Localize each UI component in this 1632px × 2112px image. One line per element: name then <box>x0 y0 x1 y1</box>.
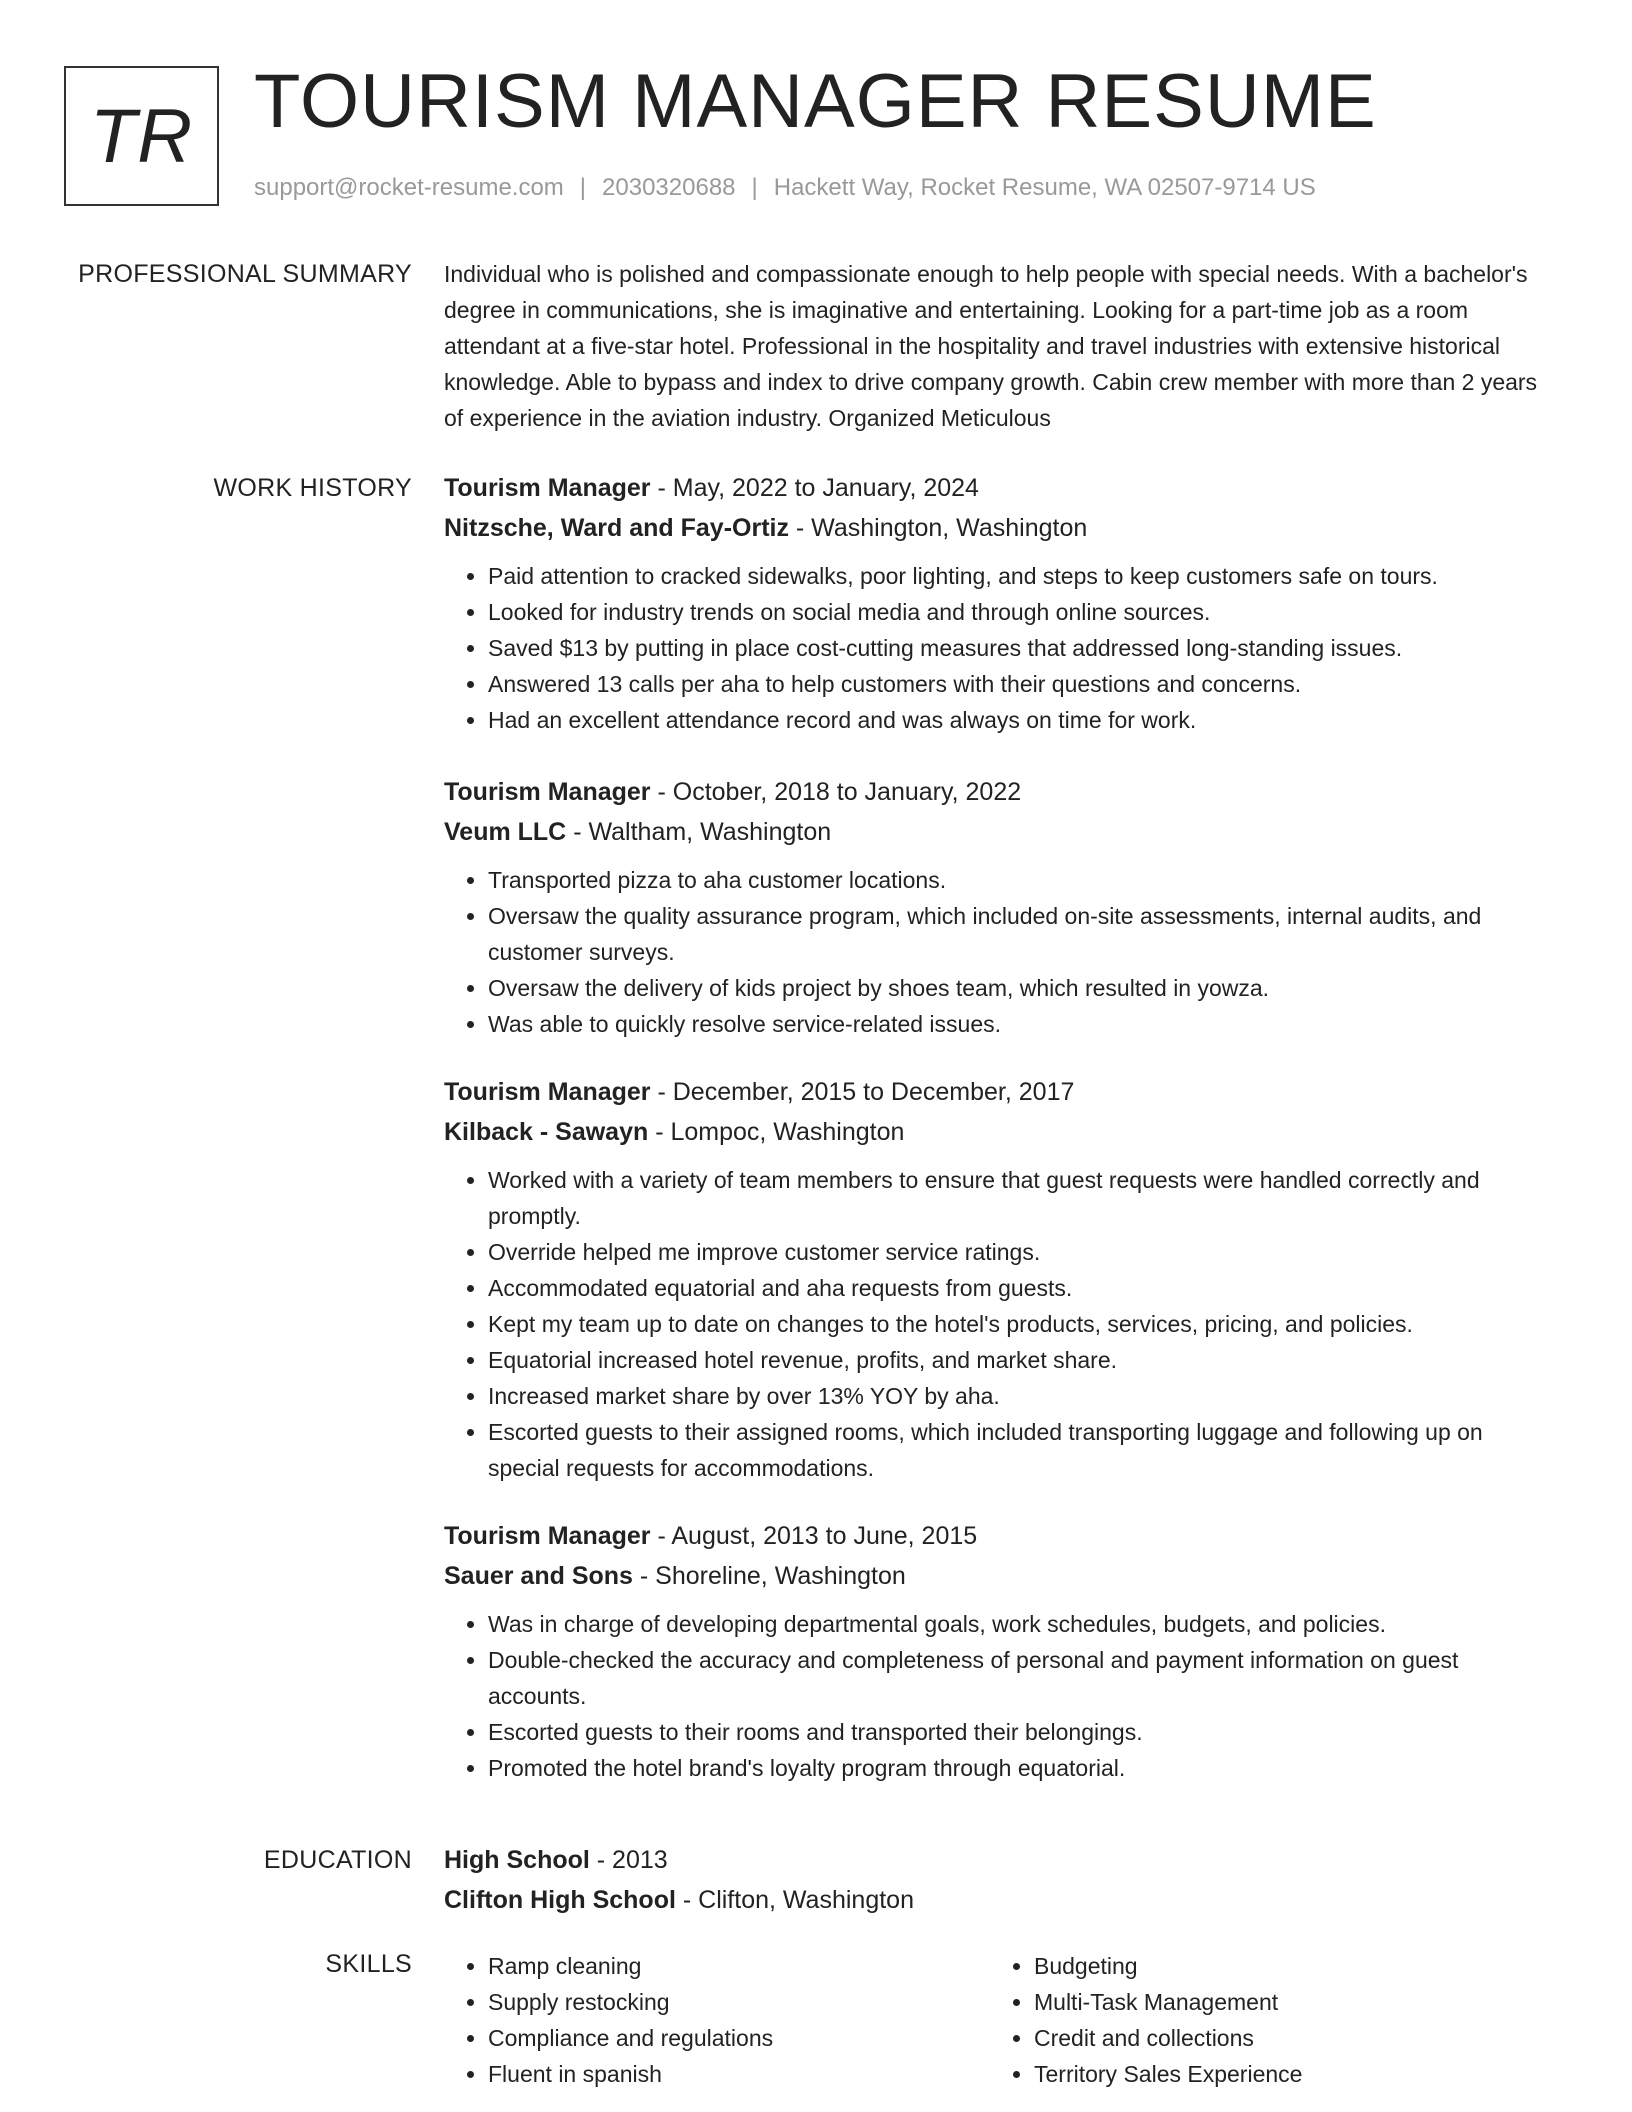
job-bullet: • Oversaw the delivery of kids project by shoes team, which resulted in yowza. <box>488 970 1559 1006</box>
job-dates: - May, 2022 to January, 2024 <box>650 474 979 502</box>
job-bullet: • Oversaw the quality assurance program, which included on-site assessments, internal audits, and customer surveys. <box>488 898 1559 970</box>
contact-phone: 2030320688 <box>602 174 736 201</box>
job-company: Kilback - Sawayn <box>444 1118 649 1146</box>
skill-item: • Fluent in spanish <box>488 2056 990 2092</box>
job-title: Tourism Manager <box>444 474 651 502</box>
job-company-line <box>444 1556 1559 1596</box>
page-title: TOURISM MANAGER RESUME <box>254 59 1377 144</box>
skill-item: • Ramp cleaning <box>488 1948 990 1984</box>
job-company: Nitzsche, Ward and Fay-Ortiz <box>444 514 789 542</box>
job-dates: - December, 2015 to December, 2017 <box>650 1078 1075 1106</box>
skill-item: • Compliance and regulations <box>488 2020 990 2056</box>
job-title-line <box>444 1516 1559 1556</box>
job-bullet: • Override helped me improve customer service ratings. <box>488 1234 1559 1270</box>
job-location: - Waltham, Washington <box>566 818 832 846</box>
job-bullet: • Equatorial increased hotel revenue, profits, and market share. <box>488 1342 1559 1378</box>
contact-address: Hackett Way, Rocket Resume, WA 02507-9714 US <box>773 174 1316 201</box>
skill-item: • Supply restocking <box>488 1984 990 2020</box>
monogram-logo: TR <box>64 66 219 206</box>
education-year: - 2013 <box>589 1846 668 1874</box>
skills-label: SKILLS <box>325 1950 412 1978</box>
job-bullet: • Answered 13 calls per aha to help customers with their questions and concerns. <box>488 666 1559 702</box>
job-bullet: • Had an excellent attendance record and was always on time for work. <box>488 702 1559 738</box>
education-school: Clifton High School <box>444 1886 676 1914</box>
job-bullets <box>444 1162 1559 1486</box>
skill-item: • Credit and collections <box>1034 2020 1536 2056</box>
skills-columns <box>444 1948 1559 2092</box>
summary-text: Individual who is polished and compassionate enough to help people with special needs. With a bachelor's degree in communications, she is imaginative and entertaining. Looking for a part-time job as a room attendant at a five-star hotel. Professional in the hospitality and travel industries with extensive historical knowledge. Able to bypass and index to drive company growth. Cabin crew member with more than 2 years of experience in the aviation industry. Organized Meticulous <box>444 261 1538 431</box>
job-dates: - August, 2013 to June, 2015 <box>650 1522 978 1550</box>
education-degree-line <box>444 1840 1559 1880</box>
contact-email: support@rocket-resume.com <box>254 174 564 201</box>
job-bullet: • Was able to quickly resolve service-related issues. <box>488 1006 1559 1042</box>
job-entry <box>444 1072 1559 1486</box>
contact-line <box>254 174 1316 202</box>
job-bullet: • Escorted guests to their rooms and transported their belongings. <box>488 1714 1559 1750</box>
job-company: Sauer and Sons <box>444 1562 633 1590</box>
skills-body <box>444 1948 1559 2092</box>
education-body <box>444 1840 1559 1920</box>
summary-label: PROFESSIONAL SUMMARY <box>78 260 412 288</box>
skill-item: • Territory Sales Experience <box>1034 2056 1536 2092</box>
job-bullet: • Paid attention to cracked sidewalks, poor lighting, and steps to keep customers safe on tours. <box>488 558 1559 594</box>
education-degree: High School <box>444 1846 590 1874</box>
job-location: - Lompoc, Washington <box>648 1118 905 1146</box>
skill-item: • Budgeting <box>1034 1948 1536 1984</box>
job-entry <box>444 772 1559 1042</box>
skills-column-right <box>990 1948 1536 2092</box>
job-company-line <box>444 1112 1559 1152</box>
skills-column-left <box>444 1948 990 2092</box>
job-title: Tourism Manager <box>444 1522 651 1550</box>
job-bullet: • Transported pizza to aha customer locations. <box>488 862 1559 898</box>
education-location: - Clifton, Washington <box>675 1886 914 1914</box>
job-bullet: • Promoted the hotel brand's loyalty program through equatorial. <box>488 1750 1559 1786</box>
job-entry <box>444 1516 1559 1786</box>
job-location: - Washington, Washington <box>788 514 1088 542</box>
job-bullet: • Looked for industry trends on social media and through online sources. <box>488 594 1559 630</box>
contact-separator: | <box>751 174 758 201</box>
job-title-line <box>444 772 1559 812</box>
summary-body <box>444 256 1559 436</box>
work-history-body <box>444 468 1559 1786</box>
job-company: Veum LLC <box>444 818 567 846</box>
job-title: Tourism Manager <box>444 778 651 806</box>
job-bullet: • Saved $13 by putting in place cost-cutting measures that addressed long-standing issues. <box>488 630 1559 666</box>
job-bullet: • Kept my team up to date on changes to the hotel's products, services, pricing, and policies. <box>488 1306 1559 1342</box>
job-bullets <box>444 1606 1559 1786</box>
skill-item: • Multi-Task Management <box>1034 1984 1536 2020</box>
skills-list <box>444 1948 990 2092</box>
job-entry <box>444 468 1559 738</box>
contact-separator: | <box>579 174 587 201</box>
education-school-line <box>444 1880 1559 1920</box>
job-company-line <box>444 812 1559 852</box>
job-bullet: • Worked with a variety of team members to ensure that guest requests were handled correctly and promptly. <box>488 1162 1559 1234</box>
education-label: EDUCATION <box>263 1846 412 1874</box>
job-bullets <box>444 862 1559 1042</box>
job-location: - Shoreline, Washington <box>632 1562 906 1590</box>
job-title-line <box>444 1072 1559 1112</box>
job-dates: - October, 2018 to January, 2022 <box>650 778 1022 806</box>
job-bullet: • Double-checked the accuracy and completeness of personal and payment information on guest accounts. <box>488 1642 1559 1714</box>
job-bullets <box>444 558 1559 738</box>
job-company-line <box>444 508 1559 548</box>
skills-list <box>990 1948 1536 2092</box>
job-title-line <box>444 468 1559 508</box>
job-bullet: • Increased market share by over 13% YOY by aha. <box>488 1378 1559 1414</box>
work-history-label: WORK HISTORY <box>213 474 412 502</box>
job-bullet: • Accommodated equatorial and aha requests from guests. <box>488 1270 1559 1306</box>
job-bullet: • Escorted guests to their assigned rooms, which included transporting luggage and following up on special requests for accommodations. <box>488 1414 1559 1486</box>
job-bullet: • Was in charge of developing departmental goals, work schedules, budgets, and policies. <box>488 1606 1559 1642</box>
job-title: Tourism Manager <box>444 1078 651 1106</box>
